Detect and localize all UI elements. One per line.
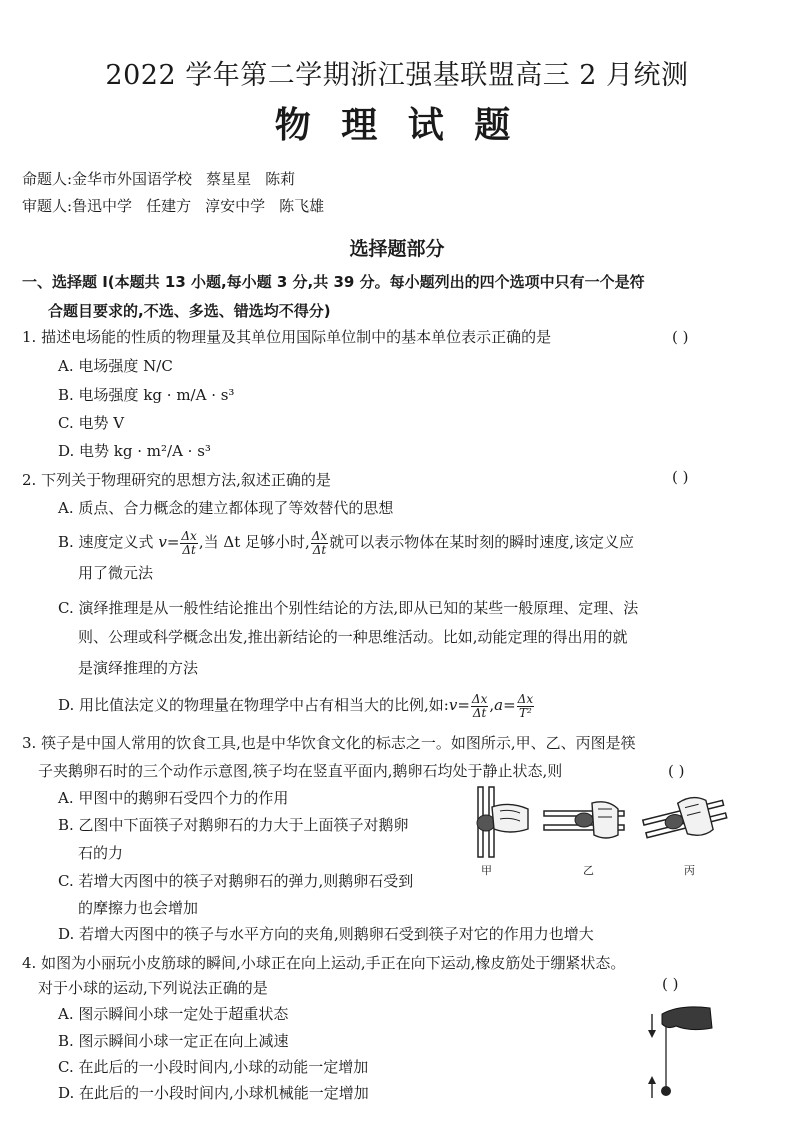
q1-option-b: B. 电场强度 kg · m/A · s³: [58, 386, 235, 404]
part-instructions-line-1: 一、选择题 Ⅰ(本题共 13 小题,每小题 3 分,共 39 分。每小题列出的四个选项中只有一个是符: [22, 273, 645, 291]
q1-stem: 1. 描述电场能的性质的物理量及其单位用国际单位制中的基本单位表示正确的是: [22, 328, 552, 346]
q3-option-a: A. 甲图中的鹅卵石受四个力的作用: [58, 789, 289, 807]
q2-b-mid: ,当 Δt 足够小时,: [198, 533, 310, 552]
chopsticks-figure-bing: [640, 790, 730, 850]
q2-option-b-cont: 用了微元法: [78, 564, 154, 582]
fraction-denominator: Δt: [472, 705, 487, 720]
q3-stem-line-1: 3. 筷子是中国人常用的饮食工具,也是中华饮食文化的标志之一。如图所示,甲、乙、丙图是筷: [22, 734, 636, 752]
figure-label-yi: 乙: [583, 864, 594, 877]
acceleration-symbol: a: [494, 696, 504, 715]
reviewer-name-2: 陈飞雄: [279, 197, 325, 215]
q2-b-post: 就可以表示物体在某时刻的瞬时速度,该定义应: [329, 533, 634, 552]
chopsticks-figure-yi: [540, 795, 630, 845]
q3-option-c-line-1: C. 若增大丙图中的筷子对鹅卵石的弹力,则鹅卵石受到: [58, 872, 414, 890]
q1-option-c: C. 电势 V: [58, 414, 125, 432]
author-name-1: 蔡星星: [206, 170, 252, 188]
q3-option-b-line-1: B. 乙图中下面筷子对鹅卵石的力大于上面筷子对鹅卵: [58, 816, 409, 834]
q4-stem-line-2: 对于小球的运动,下列说法正确的是: [38, 979, 268, 997]
q3-option-c-line-2: 的摩擦力也会增加: [78, 899, 199, 917]
q3-stem-line-2: 子夹鹅卵石时的三个动作示意图,筷子均在竖直平面内,鹅卵石均处于静止状态,则: [38, 762, 563, 780]
reviewers-line: [22, 199, 338, 214]
q2-option-d: [58, 693, 535, 719]
exam-title: 2022 学年第二学期浙江强基联盟高三 2 月统测: [105, 60, 689, 91]
q2-d-pre: D. 用比值法定义的物理量在物理学中占有相当大的比例,如:: [58, 696, 449, 715]
author-name-2: 陈莉: [265, 170, 296, 188]
velocity-symbol: v: [158, 533, 167, 552]
q2-answer-paren: ( ): [672, 468, 689, 486]
q1-option-d: D. 电势 kg · m²/A · s³: [58, 442, 211, 460]
figure-label-bing: 丙: [684, 864, 695, 877]
q2-option-c-line-2: 则、公理或科学概念出发,推出新结论的一种思维活动。比如,动能定理的得出用的就: [78, 628, 628, 646]
equals-sign: =: [503, 696, 516, 715]
q1-option-a: A. 电场强度 N/C: [58, 357, 173, 375]
q4-option-c: C. 在此后的一小段时间内,小球的动能一定增加: [58, 1058, 369, 1076]
exam-subject: 物 理 试 题: [274, 105, 520, 146]
q2-stem: 2. 下列关于物理研究的思想方法,叙述正确的是: [22, 471, 331, 489]
equals-sign: =: [166, 533, 180, 552]
q4-option-d: D. 在此后的一小段时间内,小球机械能一定增加: [58, 1084, 369, 1102]
fraction-numerator: Δx: [181, 529, 197, 543]
q2-option-c-line-3: 是演绎推理的方法: [78, 659, 199, 677]
velocity-fraction: [471, 693, 488, 719]
list-separator: ,: [489, 696, 495, 715]
q2-option-a: A. 质点、合力概念的建立都体现了等效替代的思想: [58, 499, 394, 517]
reviewer-school-1: 审题人:鲁迅中学: [22, 197, 133, 215]
velocity-symbol: v: [448, 696, 458, 715]
rubber-band-ball-figure: [640, 1000, 720, 1105]
author-school: 命题人:金华市外国语学校: [22, 170, 193, 188]
equals-sign: =: [457, 696, 470, 715]
reviewer-name-1: 任建方: [146, 197, 192, 215]
q4-answer-paren: ( ): [662, 975, 679, 993]
q3-option-d: D. 若增大丙图中的筷子与水平方向的夹角,则鹅卵石受到筷子对它的作用力也增大: [58, 925, 594, 943]
part-instructions: [22, 268, 774, 325]
authors-line: [22, 172, 309, 187]
q4-option-b: B. 图示瞬间小球一定正在向上减速: [58, 1032, 289, 1050]
chopsticks-figure-jia: [470, 785, 535, 860]
q4-stem-line-1: 4. 如图为小丽玩小皮筋球的瞬间,小球正在向上运动,手正在向下运动,橡皮筋处于绷紧状态。: [22, 954, 626, 972]
acceleration-fraction: [517, 693, 534, 719]
figure-label-jia: 甲: [481, 864, 492, 877]
fraction-denominator: T²: [518, 705, 532, 720]
q3-answer-paren: ( ): [668, 762, 685, 780]
fraction-denominator: Δt: [182, 542, 196, 557]
fraction-denominator: Δt: [312, 542, 327, 557]
fraction-numerator: Δx: [471, 692, 488, 706]
part-instructions-line-2: 合题目要求的,不选、多选、错选均不得分): [48, 301, 331, 320]
reviewer-school-2: 淳安中学: [205, 197, 266, 215]
q2-option-b: [58, 530, 634, 556]
q2-b-pre: B. 速度定义式: [58, 533, 159, 552]
ratio-fraction: [311, 530, 328, 556]
q3-option-b-line-2: 石的力: [78, 844, 124, 862]
q4-option-a: A. 图示瞬间小球一定处于超重状态: [58, 1005, 289, 1023]
q1-answer-paren: ( ): [672, 328, 689, 346]
q2-option-c-line-1: C. 演绎推理是从一般性结论推出个别性结论的方法,即从已知的某些一般原理、定理、法: [58, 599, 639, 617]
section-title: 选择题部分: [349, 238, 445, 260]
fraction-numerator: Δx: [517, 692, 534, 706]
velocity-fraction: [180, 530, 197, 556]
fraction-numerator: Δx: [311, 529, 328, 543]
